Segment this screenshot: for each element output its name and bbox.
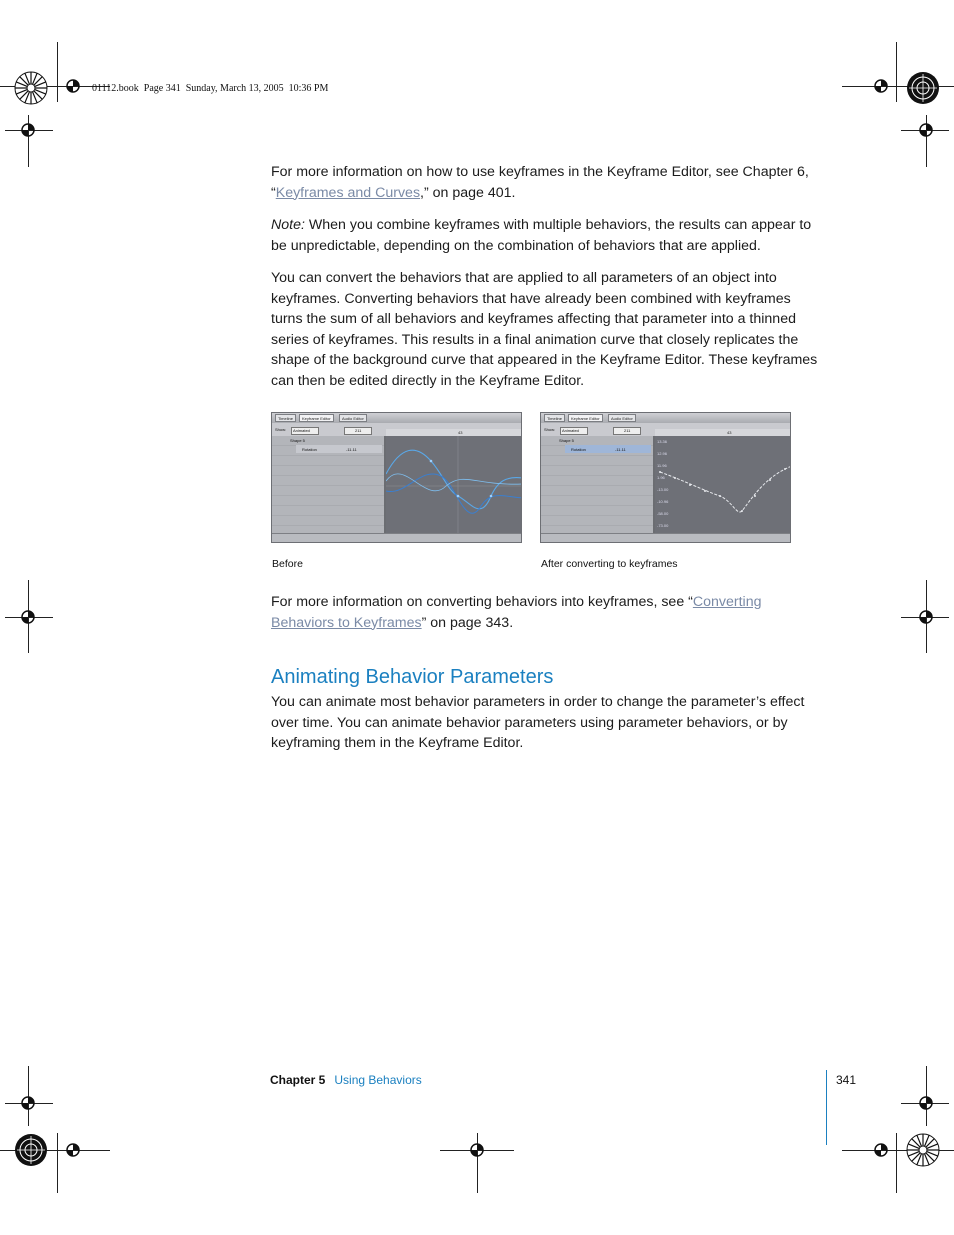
layer-name: Shape 5 (559, 438, 574, 443)
note-text: When you combine keyframes with multiple behaviors, the results can appear to be unpredictable, depending on the combination of behaviors that are applied. (271, 217, 812, 254)
show-dropdown: Animated (291, 427, 319, 435)
text-span: For more information on converting behaviors into keyframes, see “ (271, 594, 693, 610)
caption-after: After converting to keyframes (541, 558, 678, 570)
text-span: ,” on page 401. (420, 184, 516, 201)
section-heading: Animating Behavior Parameters (271, 666, 554, 688)
layer-name: Shape 5 (290, 438, 305, 443)
show-label: Show: (275, 427, 287, 432)
frame-field: 211 (344, 427, 372, 435)
tab-audio-editor: Audio Editor (608, 414, 636, 422)
status-bar (541, 533, 790, 542)
behavior-curves (386, 436, 522, 536)
axis-label: 12.96 (657, 451, 668, 456)
caption-before: Before (272, 558, 303, 570)
footer-divider (826, 1070, 827, 1145)
registration-target-icon (906, 71, 940, 105)
axis-labels (657, 436, 668, 532)
param-value: -11.11 (615, 447, 626, 452)
chapter-title-link[interactable]: Using Behaviors (334, 1073, 422, 1087)
note-label: Note: (271, 217, 305, 233)
paragraph-note (271, 215, 826, 256)
paragraph-keyframes-info (271, 162, 826, 203)
tab-audio-editor: Audio Editor (339, 414, 367, 422)
param-name: Rotation (302, 447, 317, 452)
link-keyframes-and-curves[interactable]: Keyframes and Curves (275, 184, 421, 201)
chapter-label: Chapter 5 (270, 1073, 326, 1087)
crosshair-icon (872, 77, 890, 95)
text-span: For more information on how to use keyframes in the Keyframe Editor, see Chapter 6, “ (271, 164, 809, 201)
time-ruler (655, 429, 790, 436)
ruler-mark: 43 (458, 430, 463, 435)
crosshair-icon (19, 608, 37, 626)
screenshot-after (540, 412, 791, 543)
show-label: Show: (544, 427, 556, 432)
axis-label: -10.96 (657, 499, 669, 504)
paragraph-animating-params: You can animate most behavior parameters in order to change the parameter’s effect over time. You can animate behavior parameters using parameter behaviors, or by keyframing them in the Keyframe Editor. (271, 694, 805, 751)
paragraph-converting-info (271, 592, 826, 633)
keyframe-curve (655, 436, 791, 536)
registration-target-icon (14, 71, 48, 105)
axis-label: -13.00 (657, 487, 669, 492)
axis-label: -58.00 (657, 511, 669, 516)
crosshair-icon (468, 1141, 486, 1159)
curve-graph (386, 436, 521, 534)
tab-keyframe-editor: Keyframe Editor (299, 414, 334, 422)
frame-field: 211 (613, 427, 641, 435)
status-bar (272, 533, 521, 542)
link-converting-behaviors[interactable]: Converting Behaviors to Keyframes (271, 594, 762, 631)
crosshair-icon (917, 1094, 935, 1112)
parameter-list (272, 436, 386, 534)
ruler-mark: 43 (727, 430, 732, 435)
footer-chapter (270, 1073, 422, 1087)
text-span: ” on page 343. (421, 614, 514, 631)
param-row (565, 445, 651, 453)
crosshair-icon (872, 1141, 890, 1159)
tab-bar (272, 413, 521, 423)
registration-target-icon (14, 1133, 48, 1167)
crosshair-icon (917, 121, 935, 139)
tab-bar (541, 413, 790, 423)
time-ruler (386, 429, 521, 436)
axis-label: -73.00 (657, 523, 669, 528)
param-name: Rotation (571, 447, 586, 452)
tab-timeline: Timeline (544, 414, 565, 422)
print-header-stamp: 01112.book Page 341 Sunday, March 13, 2005 10:36 PM (92, 83, 329, 94)
crosshair-icon (64, 77, 82, 95)
screenshot-before (271, 412, 522, 543)
tab-keyframe-editor: Keyframe Editor (568, 414, 603, 422)
page-number: 341 (836, 1073, 857, 1087)
axis-label: 13.36 (657, 439, 668, 444)
axis-label: 11.96 (657, 463, 667, 468)
axis-label: 1.96 (657, 475, 665, 480)
tab-timeline: Timeline (275, 414, 296, 422)
curve-graph (655, 436, 790, 534)
param-value: -11.11 (346, 447, 357, 452)
crosshair-icon (64, 1141, 82, 1159)
param-row (296, 445, 382, 453)
show-dropdown: Animated (560, 427, 588, 435)
registration-target-icon (906, 1133, 940, 1167)
paragraph-convert-behaviors: You can convert the behaviors that are applied to all parameters of an object into keyframes. Converting behaviors that have already been combined with keyframes turns the sum of all behaviors and keyframes affecting that parameter into a thinned series of keyframes. This results in a final animation curve that closely replicates the shape of the background curve that appeared in the Keyframe Editor. These keyframes can then be edited directly in the Keyframe Editor. (271, 270, 818, 389)
crosshair-icon (917, 608, 935, 626)
crosshair-icon (19, 1094, 37, 1112)
parameter-list (541, 436, 655, 534)
crosshair-icon (19, 121, 37, 139)
